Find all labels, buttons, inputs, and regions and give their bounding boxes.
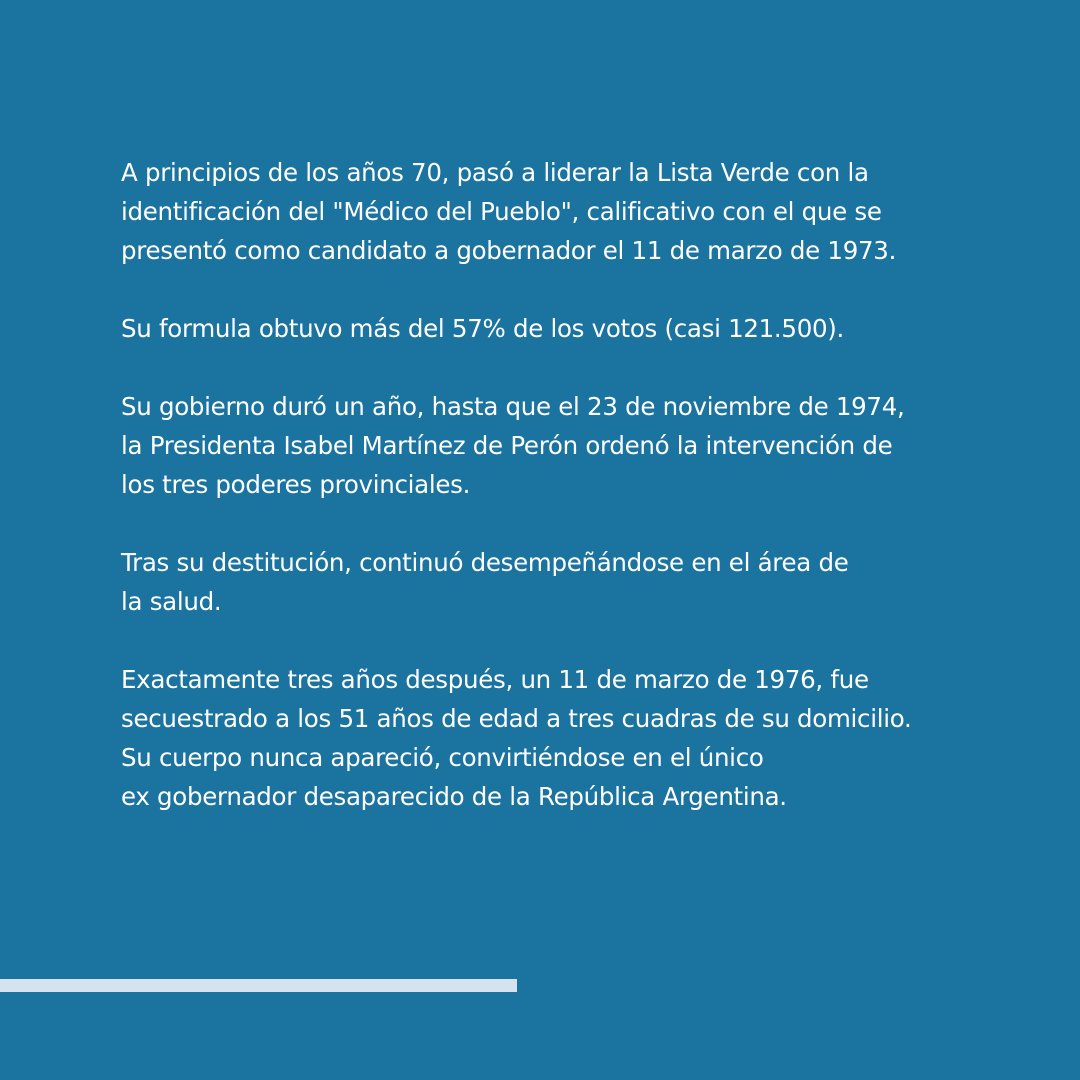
text-line: Su gobierno duró un año, hasta que el 23 de noviembre de 1974, xyxy=(121,392,905,421)
text-line: identificación del "Médico del Pueblo", calificativo con el que se xyxy=(121,197,882,226)
paragraph-votos xyxy=(121,309,1021,348)
text-line: los tres poderes provinciales. xyxy=(121,470,471,499)
paragraph-gobierno xyxy=(121,387,1021,504)
text-line: Exactamente tres años después, un 11 de marzo de 1976, fue xyxy=(121,665,869,694)
text-line: la salud. xyxy=(121,587,222,616)
paragraph-secuestro xyxy=(121,660,1021,816)
text-line: la Presidenta Isabel Martínez de Perón ordenó la intervención de xyxy=(121,431,893,460)
text-line: ex gobernador desaparecido de la República Argentina. xyxy=(121,782,787,811)
accent-bar xyxy=(0,979,517,992)
body-text xyxy=(121,153,1021,816)
text-line: Su formula obtuvo más del 57% de los votos (casi 121.500). xyxy=(121,314,845,343)
text-line: Tras su destitución, continuó desempeñándose en el área de xyxy=(121,548,849,577)
text-line: secuestrado a los 51 años de edad a tres cuadras de su domicilio. xyxy=(121,704,912,733)
text-line: Su cuerpo nunca apareció, convirtiéndose en el único xyxy=(121,743,764,772)
text-line: A principios de los años 70, pasó a liderar la Lista Verde con la xyxy=(121,158,869,187)
paragraph-destitucion xyxy=(121,543,1021,621)
paragraph-lista-verde xyxy=(121,153,1021,270)
text-line: presentó como candidato a gobernador el 11 de marzo de 1973. xyxy=(121,236,897,265)
